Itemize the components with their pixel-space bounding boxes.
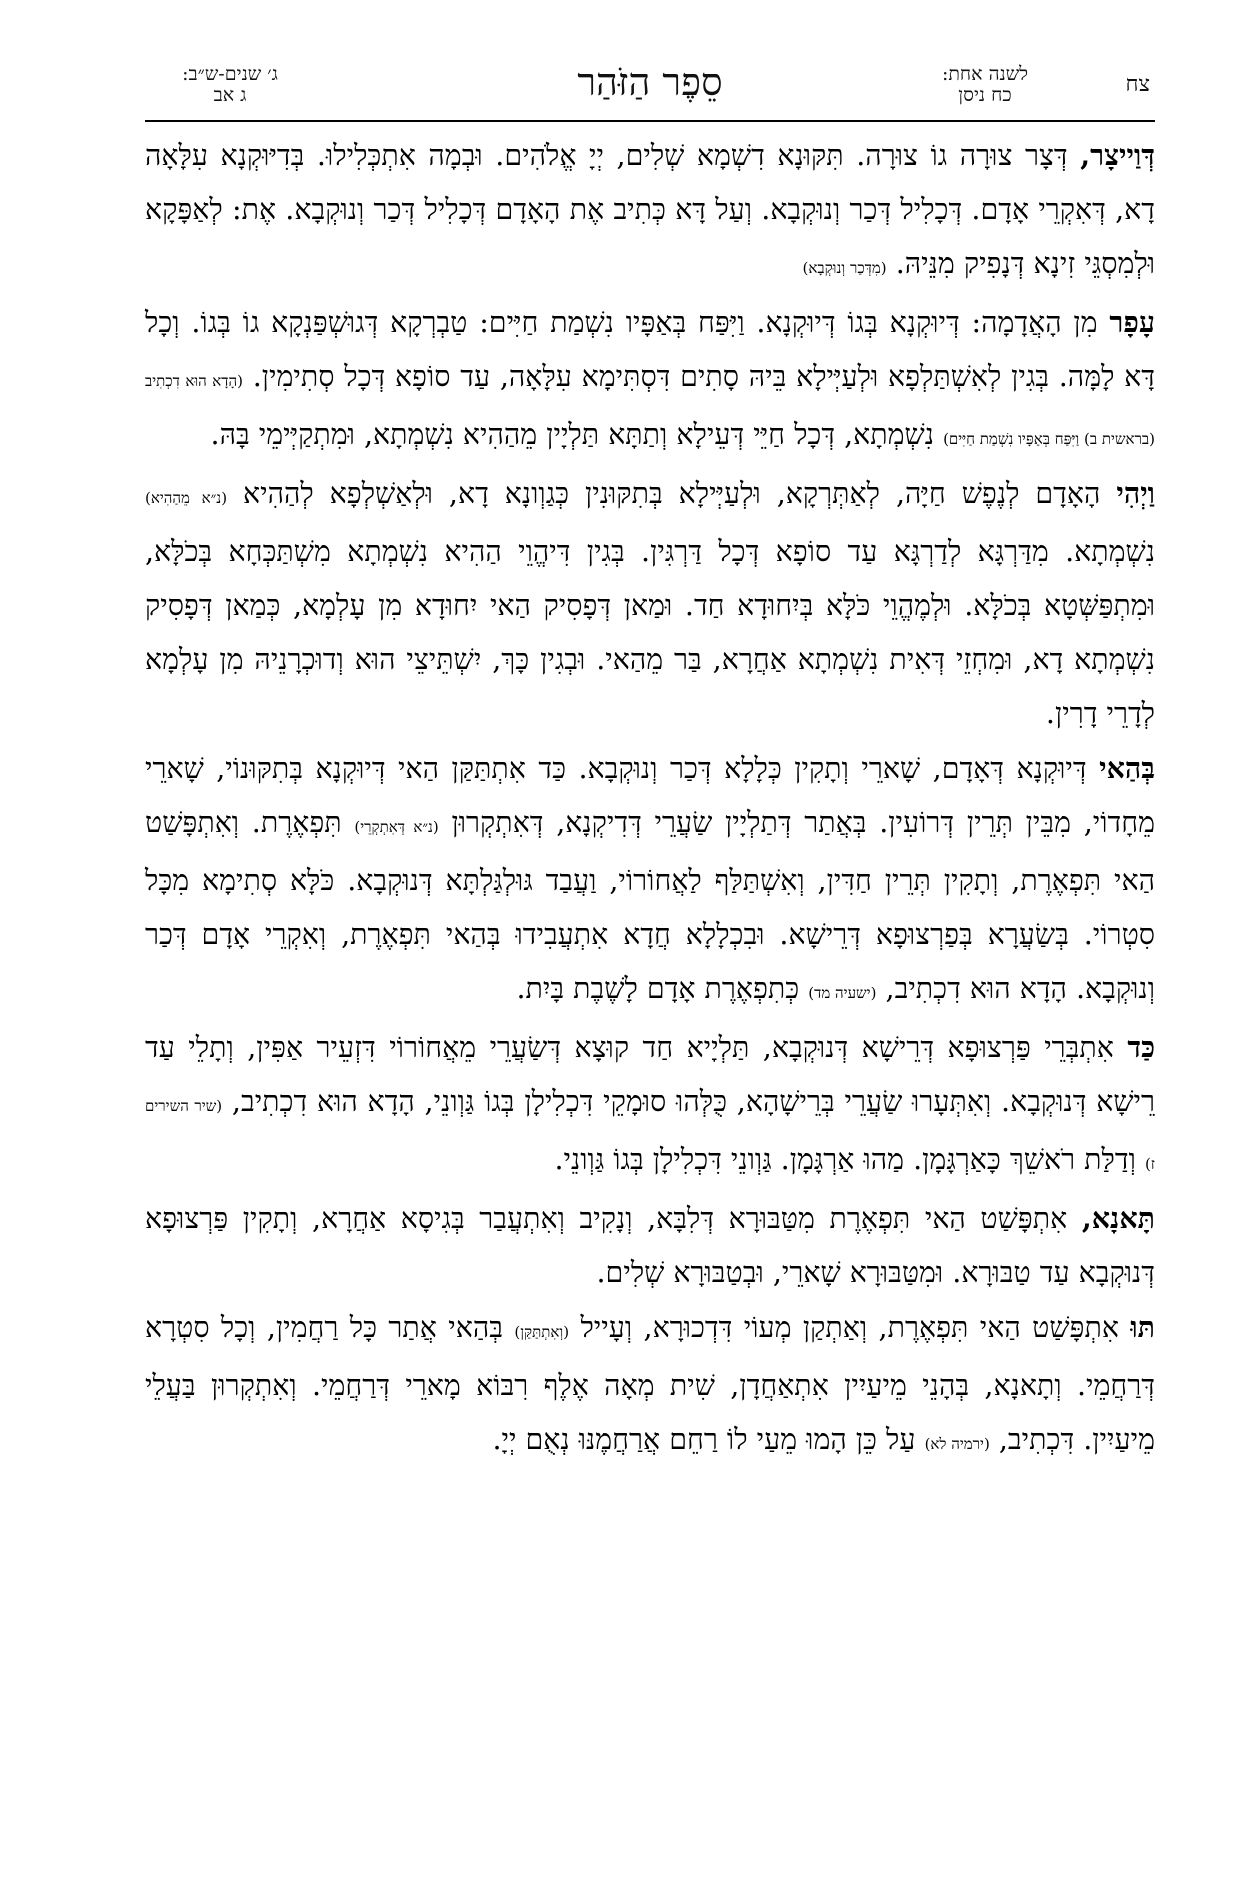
paragraph-text: כְּתִפְאֶרֶת אָדָם לָשֶׁבֶת בָּיִת. bbox=[516, 972, 800, 1005]
main-text bbox=[145, 128, 1155, 1471]
paragraph-text: אִתְבְּרֵי פַּרְצוּפָא דְּרֵישָׁא דְּנוּקְבָא, תַּלְיָיא חַד קוּצָא דְּשַׂעֲרֵי מֵאֲחוֹרוֹי דִּזְעֵיר אַפִּין, וְתָלֵי עַד רֵישָׁא דְּנוּקְבָא. וְאִתְּעָרוּ שַׂעֲרֵי בְּרֵישָׁהָא, כֻּלְּהוּ סוּמָקֵי דִּכְלִילָן בְּגוֹ גַּוְונֵי, הָדָא הוּא דִכְתִיב, bbox=[145, 1031, 1155, 1118]
marginal-note: (מִדְּכַר וְנוּקְבָא) bbox=[802, 259, 887, 277]
paragraph-lead-word: בְּהַאי bbox=[1099, 751, 1155, 785]
paragraph-text: דְּיוּקְנָא דְּאָדָם, שָׁארֵי וְתָקִין כְּלָלָא דְּכַר וְנוּקְבָא. כַּד אִתְתַּקַּן הַאי דְּיוּקְנָא בְּתִקּוּנוֹי, שָׁארֵי מֵחָדוֹי, מִבֵּין תְּרֵין דְּרוֹעִין. בְּאֲתַר דְּתַלְיָין שַׂעֲרֵי דְּדִיקְנָא, דְּאִתְקְרוּן bbox=[145, 752, 1156, 839]
paragraph-lead-word: עָפָר bbox=[1109, 305, 1155, 339]
variant-reading-note: (נ״א מֵהַהִיא) bbox=[145, 489, 228, 507]
paragraph-text: אִתְפָּשַׁט הַאי תִּפְאֶרֶת, וְאַתְקַן מְעוֹי דִּדְכוּרָא, וְעָייל bbox=[580, 1311, 1119, 1344]
book-title: סֵפֶר הַזֹּהַר bbox=[577, 60, 723, 104]
verse-reference-note: (שיר השירים ז) bbox=[145, 1097, 1155, 1173]
header-rule bbox=[145, 120, 1155, 122]
page-number: צח bbox=[1125, 72, 1150, 97]
paragraph bbox=[145, 741, 1155, 1020]
paragraph-text: דְּצָר צוּרָה גוֹ צוּרָה. תִּקּוּנָא דִשְׁמָא שְׁלִים, יְיָ אֱלֹהִים. וּבְמָה אִתְכְּלִילוּ. בְּדִיּוּקְנָא עִלָּאָה דָא, דְּאִקְרֵי אָדָם. דְּכָלִיל דְּכַר וְנוּקְבָא. וְעַל דָּא כְּתִיב אֶת הָאָדָם דְּכָלִיל דְּכַר וְנוּקְבָא. אֶת: לְאַפָּקָא וּלְמִסְגֵּי זִינָא דְּנָפִיק מִנֵּיהּ. bbox=[145, 139, 1155, 280]
schedule-label: לשנה אחת: bbox=[941, 63, 1029, 85]
paragraph-text: עַל כֵּן הָמוּ מֵעַי לוֹ רַחֵם אֲרַחֲמֶנּוּ נְאֻם יְיָ. bbox=[492, 1423, 916, 1456]
paragraph bbox=[145, 1020, 1155, 1191]
paragraph-text: מִן הָאֲדָמָה: דְּיוּקְנָא בְּגוֹ דְּיוּקְנָא. וַיִּפַּח בְּאַפָּיו נִשְׁמַת חַיִּים: טַבְרְקָא דְּגוּשְׁפַּנְקָא גוֹ בְּגוֹ. וְכָל דָּא לָמָּה. בְּגִין לְאִשְׁתַּלְפָא וּלְעַיְּילָא בֵּיהּ סָתִים דִּסְתִּימָא עִלָּאָה, עַד סוֹפָא דְּכָל סְתִימִין. bbox=[145, 306, 1155, 393]
paragraph bbox=[145, 295, 1155, 466]
verse-reference-note: (ירמיה לא) bbox=[924, 1435, 990, 1453]
verse-reference-note: (ישעיה מד) bbox=[808, 984, 877, 1002]
variant-reading-note: (וְאִתְתַּקַּן) bbox=[514, 1323, 570, 1341]
schedule-label: ג׳ שנים-ש״ב: bbox=[182, 63, 278, 85]
paragraph-lead-word: תָּאנָא, bbox=[1081, 1201, 1155, 1235]
paragraph-text: בְּהַאי אֲתַר כָּל רַחֲמִין, וְכָל סִטְרָא דְּרַחֲמֵי. וְתָאנָא, בְּהָנֵי מֵיעַיִין אִתְאַחֲדָן, שִׁית מְאָה אֶלֶף רִבּוֹא מָארֵי דְּרַחֲמֵי. וְאִתְקְרוּן בַּעֲלֵי מֵיעַיִין. דִּכְתִיב, bbox=[145, 1311, 1155, 1456]
paragraph-text: וְדַלַּת רֹאשֵׁךְ כָּאַרְגָּמָן. מַהוּ אַרְגָּמָן. גַּוְונֵי דִּכְלִילָן בְּגוֹ גַּוְונֵי. bbox=[554, 1143, 1136, 1176]
paragraph-lead-word: דְּוַייצָר, bbox=[1080, 138, 1155, 172]
paragraph bbox=[145, 1191, 1155, 1300]
paragraph-text: תִּפְאֶרֶת. וְאִתְפָּשַׁט הַאי תִּפְאֶרֶת, וְתָקִין תְּרֵין חַדִּין, וְאִשְׁתַּלַּף לַאֲחוֹרוֹי, וַעֲבַד גּוּלְגַּלְתָּא דְּנוּקְבָא. כֹּלָּא סְתִימָא מִכָּל סִטְרוֹי. בְּשַׂעֲרָא בְּפַרְצוּפָא דְּרֵישָׁא. וּבִכְלָלָא חֲדָא אִתְעֲבִידוּ בְּהַאי תִּפְאֶרֶת, וְאִקְרֵי אָדָם דְּכַר וְנוּקְבָא. הָדָא הוּא דִכְתִיב, bbox=[145, 806, 1155, 1005]
paragraph bbox=[145, 128, 1155, 295]
paragraph-lead-word: וַיְהִי bbox=[1116, 476, 1155, 510]
paragraph-text: אִתְפָּשַׁט הַאי תִּפְאֶרֶת מִטַּבּוּרָא דְּלִבָּא, וְנָקִיב וְאִתְעֲבַר בְּגִיסָא אַחֲרָא, וְתָקִין פַּרְצוּפָא דְּנוּקְבָא עַד טַבּוּרָא. וּמִטַּבּוּרָא שָׁארֵי, וּבְטַבּוּרָא שְׁלִים. bbox=[145, 1202, 1155, 1289]
verse-reference-note: (הָדָא הוּא דִכְתִיב (בראשית ב) וַיִּפַּח בְּאַפָּיו נִשְׁמַת חַיִּים) bbox=[145, 372, 1155, 448]
paragraph bbox=[145, 1300, 1155, 1471]
paragraph-text: נִשְׁמְתָא, דְּכָל חַיֵּי דְּעֵילָא וְתַתָּא תַּלְיָין מֵהַהִיא נִשְׁמְתָא, וּמִתְקַיְּימֵי בָּהּ. bbox=[210, 418, 934, 451]
paragraph-text: הָאָדָם לְנֶפֶשׁ חַיָּה, לְאַתְּרְקָא, וּלְעַיְּילָא בְּתִקּוּנִין כְּגַוְונָא דָא, וּלְאַשְׁלְפָא לְהַהִיא bbox=[243, 477, 1101, 510]
paragraph-lead-word: תּוּ bbox=[1130, 1310, 1156, 1344]
schedule-date: כח ניסן bbox=[958, 84, 1012, 106]
schedule-date: ג אב bbox=[213, 84, 247, 106]
reading-schedule-three-years bbox=[150, 64, 310, 106]
paragraph-lead-word: כַּד bbox=[1127, 1030, 1155, 1064]
page-header bbox=[150, 58, 1150, 118]
paragraph-text: נִשְׁמְתָא. מִדַּרְגָּא לְדַרְגָּא עַד סוֹפָא דְּכָל דַּרְגִּין. בְּגִין דִּיהֱוֵי הַהִיא נִשְׁמְתָא מִשְׁתַּכְּחָא בְּכֹלָּא, וּמִתְפַּשְּׁטָא בְּכֹלָּא. וּלְמֶהֱוֵי כֹּלָּא בְּיִחוּדָא חַד. וּמַאן דְּפָסִיק הַאי יִחוּדָא מִן עָלְמָא, כְּמַאן דְּפָסִיק נִשְׁמְתָא דָא, וּמִחְזֵי דְּאִית נִשְׁמְתָא אַחֲרָא, בַּר מֵהַאי. וּבְגִין כָּךְ, יִשְׁתֵּיצֵי הוּא וְדוּכְרָנֵיהּ מִן עָלְמָא לְדָרֵי דָרִין. bbox=[145, 535, 1155, 730]
variant-reading-note: (נ״א דְּאִתְקְרֵי) bbox=[354, 818, 439, 836]
paragraph bbox=[145, 466, 1155, 741]
